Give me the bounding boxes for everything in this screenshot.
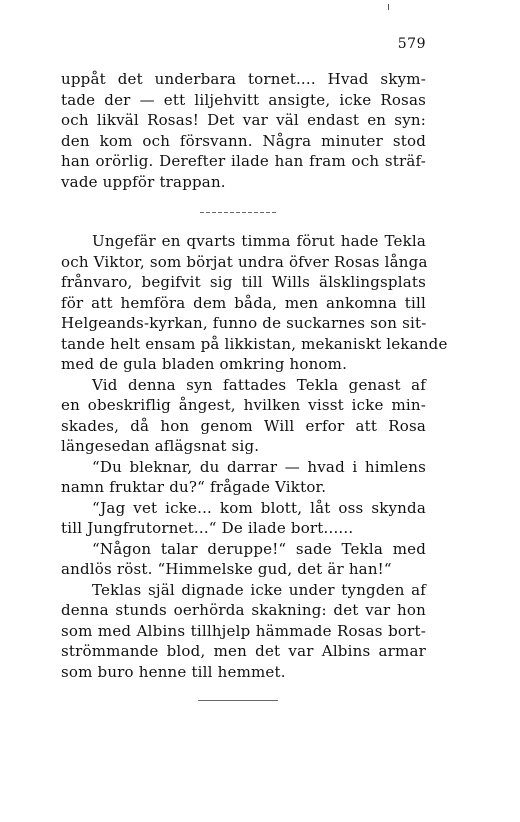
text-line: tande helt ensam på likkistan, mekaniskt lekande: [61, 334, 448, 353]
text-line: namn fruktar du?“ frågade Viktor.: [61, 478, 327, 496]
print-mark: [388, 4, 389, 10]
paragraph-continuation: [61, 69, 426, 192]
text-line: skades, då hon genom Will erfor att Rosa: [61, 416, 426, 435]
text-line: till Jungfrutornet...“ De ilade bort......: [61, 519, 354, 537]
text-line: för att hemföra dem båda, men ankomna till: [61, 293, 426, 312]
text-line: andlös röst. “Himmelske gud, det är han!“: [61, 560, 392, 578]
text-line: och likväl Rosas! Det var väl endast en syn:: [61, 111, 426, 129]
text-line: uppåt det underbara tornet.... Hvad skym-: [61, 70, 426, 88]
text-line: med de gula bladen omkring honom.: [61, 355, 348, 373]
text-line: tade der — ett liljehvitt ansigte, icke Rosas: [61, 90, 426, 109]
section-divider: [200, 212, 278, 213]
text-line: Helgeands-kyrkan, funno de suckarnes son sit-: [61, 314, 427, 332]
text-line: en obeskriflig ångest, hvilken visst icke min-: [61, 396, 426, 414]
end-divider: [198, 700, 278, 701]
text-line: Teklas själ dignade icke under tyngden af: [92, 580, 426, 599]
text-line: denna stunds oerhörda skakning: det var hon: [61, 601, 426, 619]
text-line: som med Albins tillhjelp hämmade Rosas bort-: [61, 621, 426, 640]
text-line: strömmande blod, men det var Albins armar: [61, 642, 426, 660]
text-line: Ungefär en qvarts timma förut hade Tekla: [92, 232, 426, 250]
text-line: och Viktor, som börjat undra öfver Rosas långa: [61, 252, 428, 271]
text-line: vade uppför trappan.: [61, 172, 226, 191]
text-line: frånvaro, begifvit sig till Wills älsklingsplats: [61, 273, 426, 291]
text-line: som buro henne till hemmet.: [61, 662, 286, 681]
text-line: den kom och försvann. Några minuter stod: [61, 131, 426, 150]
page-number: 579: [397, 36, 426, 52]
text-line: han orörlig. Derefter ilade han fram och sträf-: [61, 152, 426, 170]
text-line: längesedan aflägsnat sig.: [61, 437, 260, 455]
text-line: “Du bleknar, du darrar — hvad i himlens: [92, 457, 426, 476]
section-body: [61, 231, 448, 682]
text-line: “Någon talar deruppe!“ sade Tekla med: [92, 539, 426, 558]
text-line: “Jag vet icke... kom blott, låt oss skynda: [92, 498, 426, 517]
text-line: Vid denna syn fattades Tekla genast af: [92, 375, 426, 394]
